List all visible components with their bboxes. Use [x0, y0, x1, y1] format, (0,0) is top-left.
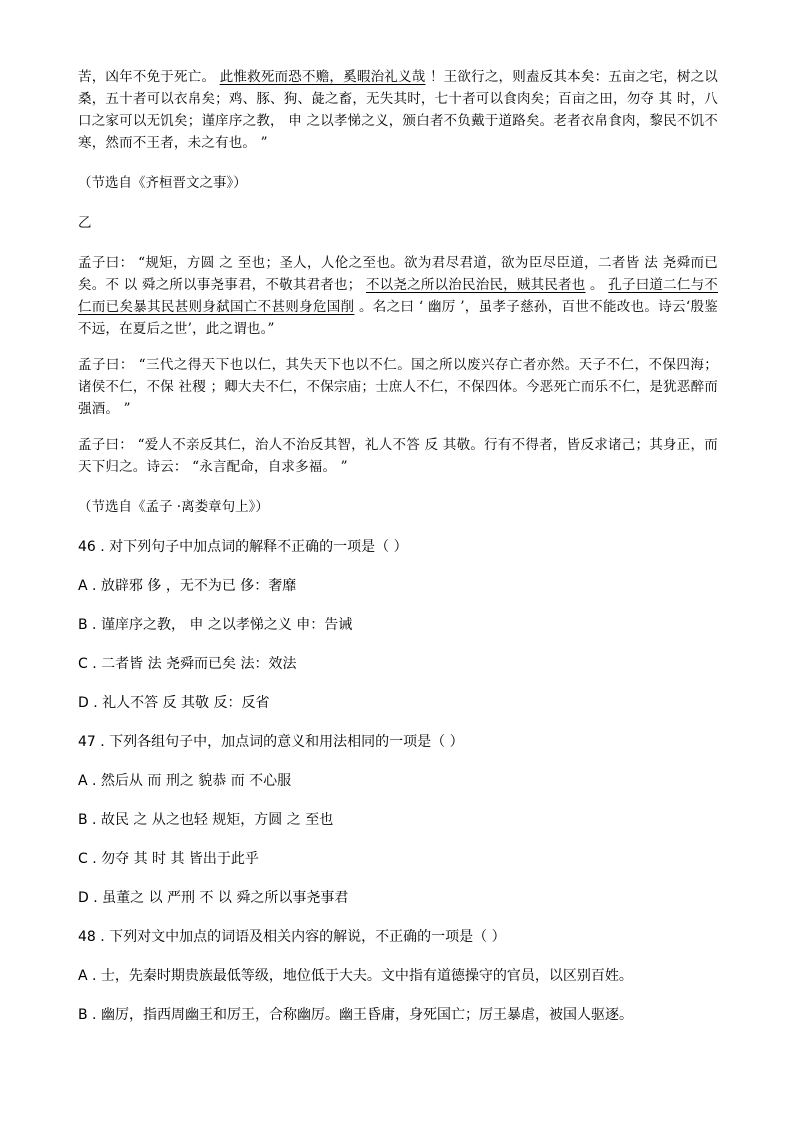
section-label-b: 乙 [78, 215, 92, 231]
para-b1 [78, 252, 718, 340]
question-48-option-b: B . 幽厉，指西周幽王和厉王，合称幽厉。幽王昏庸，身死国亡；厉王暴虐，被国人驱逐。 [78, 1007, 633, 1023]
question-47-stem: 47 . 下列各组句子中，加点词的意义和用法相同的一项是（ ） [78, 734, 464, 750]
question-46-option-c: C . 二者皆 法 尧舜而已矣 法：效法 [78, 656, 297, 672]
para-b3: 孟子曰： “爱人不亲反其仁，治人不治反其智，礼人不答 反 其敬。行有不得者，皆反求诸己；其身正，而天下归之。诗云： “永言配命，自求多福。 ” [78, 437, 718, 475]
question-47-option-d: D . 虽董之 以 严刑 不 以 舜之所以事尧事君 [78, 890, 349, 906]
source-b: （节选自《孟子 ·离娄章句上》） [78, 499, 269, 515]
document-page [78, 66, 718, 1043]
passage-a-text [78, 66, 718, 154]
passage-a-underlined: 此惟救死而恐不赡，奚暇治礼义哉 [219, 69, 426, 85]
para-b1-underlined2: 孔子曰道二仁与不仁而已矣暴其民甚则身弑国亡不甚则身危国削 [78, 277, 718, 315]
passage-a-part2: ！王欲行之，则盍反其本矣：五亩之宅，树之以桑，五十者可以衣帛矣；鸡、豚、狗、彘之畜，无失其时，七十者可以食肉矣；百亩之田，勿夺 其 时，八口之家可以无饥矣；谨庠序之教， 申 之以孝悌之义，颁白者不负戴于道路矣。老者衣帛食肉，黎民不饥不寒，然而不王者，未之有也。 ” [78, 69, 718, 151]
para-b1-part3: 。名之曰 ‘ 幽厉 ’，虽孝子慈孙，百世不能改也。诗云‘殷鉴不远，在夏后之世’，此之谓也。” [78, 299, 719, 337]
question-48-option-a: A . 士，先秦时期贵族最低等级，地位低于大夫。文中指有道德操守的官员，以区别百姓。 [78, 968, 633, 984]
passage-a-part1: 苦，凶年不免于死亡。 [78, 69, 220, 85]
para-b1-part1: 孟子曰： “规矩，方圆 之 至也；圣人，人伦之至也。欲为君尽君道，欲为臣尽臣道，二者皆 法 尧舜而已矣。不 以 舜之所以事尧事君，不敬其君者也； [78, 255, 718, 293]
question-46-option-a: A . 放辟邪 侈 ，无不为已 侈：奢靡 [78, 578, 297, 594]
source-a: （节选自《齐桓晋文之事》） [78, 175, 247, 191]
question-47-option-c: C . 勿夺 其 时 其 皆出于此乎 [78, 851, 259, 867]
question-48-stem: 48 . 下列对文中加点的词语及相关内容的解说，不正确的一项是（ ） [78, 929, 506, 945]
question-46-option-d: D . 礼人不答 反 其敬 反：反省 [78, 695, 270, 711]
para-b1-underlined1: 不以尧之所以治民治民，贼其民者也 [365, 277, 586, 293]
question-46-option-b: B . 谨庠序之教， 申 之以孝悌之义 申：告诫 [78, 617, 353, 633]
question-47-option-a: A . 然后从 而 刑之 貌恭 而 不心服 [78, 773, 292, 789]
question-46-stem: 46 . 对下列句子中加点词的解释不正确的一项是（ ） [78, 539, 408, 555]
para-b1-part2: 。 [585, 277, 609, 293]
question-47-option-b: B . 故民 之 从之也轻 规矩，方圆 之 至也 [78, 812, 334, 828]
para-b2: 孟子曰： “三代之得天下也以仁，其失天下也以不仁。国之所以废兴存亡者亦然。天子不仁，不保四海；诸侯不仁，不保 社稷 ；卿大夫不仁，不保宗庙；士庶人不仁，不保四体。今恶死亡而乐不仁，是犹恶醉而强酒。 ” [78, 357, 718, 417]
